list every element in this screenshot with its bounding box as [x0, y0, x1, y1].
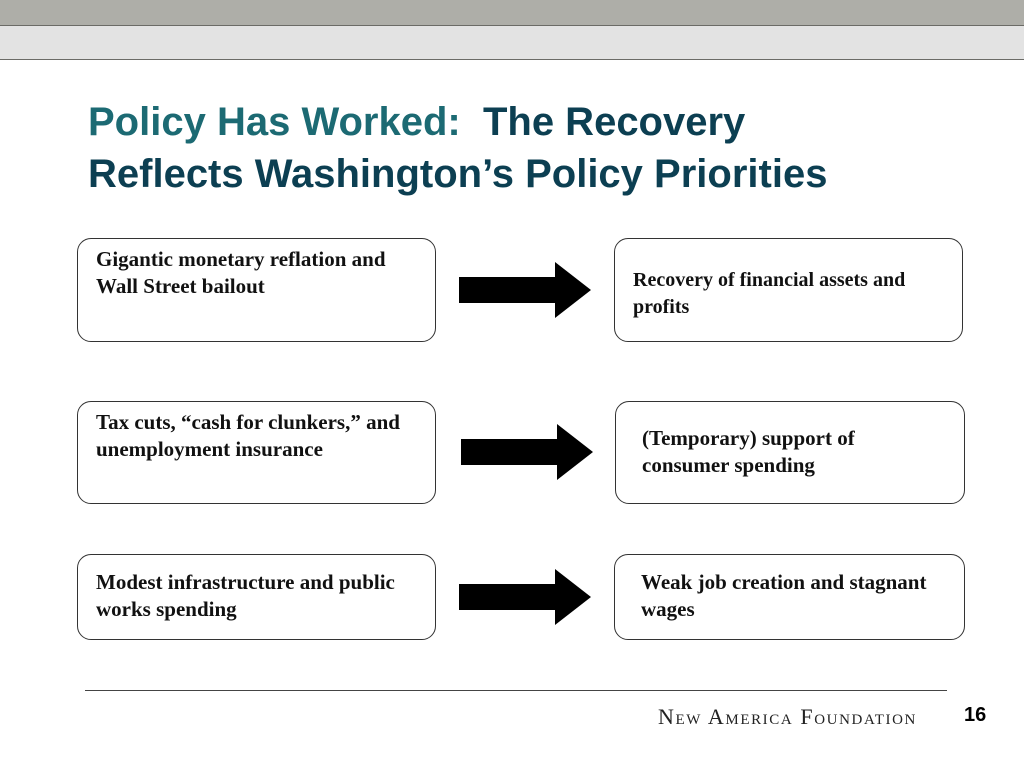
footer-divider	[85, 690, 947, 691]
header-band-middle	[0, 26, 1024, 60]
cause-text: Modest infrastructure and public works spending	[96, 570, 395, 621]
effect-box-job-creation	[614, 554, 965, 640]
page-number: 16	[964, 704, 987, 726]
arrow-right-icon	[459, 262, 591, 318]
organization-logo-text: New America Foundation	[658, 704, 917, 729]
cause-box-tax-cuts	[77, 401, 436, 504]
arrow-right-icon	[461, 424, 593, 480]
effect-box-consumer-spending	[615, 401, 965, 504]
cause-box-monetary	[77, 238, 436, 342]
header-band-top	[0, 0, 1024, 26]
effect-text: Weak job creation and stagnant wages	[641, 570, 927, 621]
effect-text: Recovery of financial assets and profits	[633, 269, 906, 318]
title-part-1: Policy Has Worked:	[88, 100, 461, 144]
effect-text: (Temporary) support of consumer spending	[642, 426, 855, 477]
arrow-right-icon	[459, 569, 591, 625]
cause-text: Gigantic monetary reflation and Wall Street bailout	[96, 247, 386, 298]
cause-text: Tax cuts, “cash for clunkers,” and unemployment insurance	[96, 410, 400, 461]
title-line-2: Reflects Washington’s Policy Priorities	[88, 152, 828, 196]
cause-box-infrastructure	[77, 554, 436, 640]
title-part-2: The Recovery	[482, 100, 746, 144]
slide-title	[88, 96, 988, 200]
effect-box-financial-recovery	[614, 238, 963, 342]
